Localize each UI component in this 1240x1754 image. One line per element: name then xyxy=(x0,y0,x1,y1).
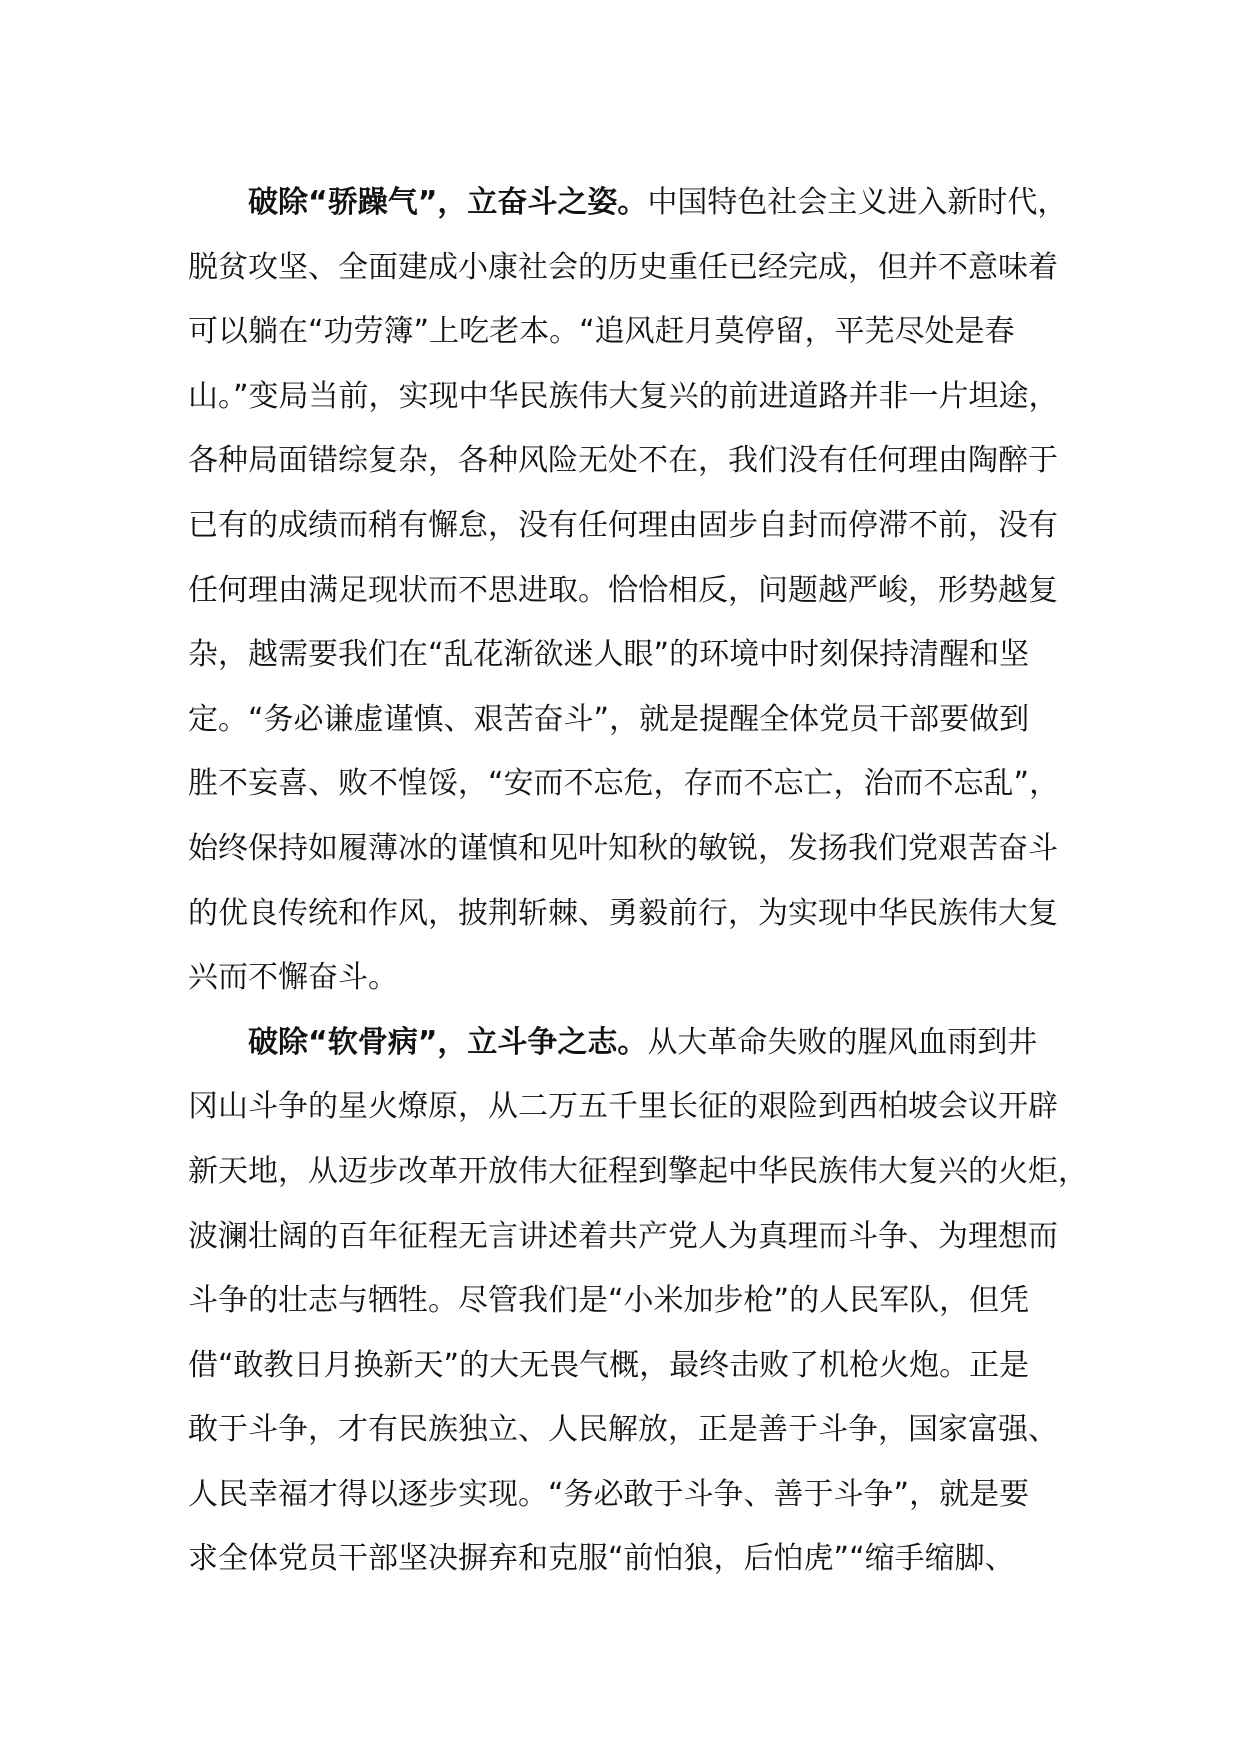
paragraph-2-line-4: 波澜壮阔的百年征程无言讲述着共产党人为真理而斗争、为理想而 xyxy=(188,1218,1058,1254)
paragraph-1-line-2: 脱贫攻坚、全面建成小康社会的历史重任已经完成，但并不意味着 xyxy=(188,249,1058,285)
paragraph-1-line-11: 始终保持如履薄冰的谨慎和见叶知秋的敏锐，发扬我们党艰苦奋斗 xyxy=(188,830,1058,866)
document-body xyxy=(188,171,1088,1592)
paragraph-1-line-12: 的优良传统和作风，披荆斩棘、勇毅前行，为实现中华民族伟大复 xyxy=(188,895,1058,931)
paragraph-1-line-4: 山。”变局当前，实现中华民族伟大复兴的前进道路并非一片坦途， xyxy=(188,378,1059,414)
paragraph-2-line-2: 冈山斗争的星火燎原，从二万五千里长征的艰险到西柏坡会议开辟 xyxy=(188,1089,1058,1125)
paragraph-2-line-8: 人民幸福才得以逐步实现。“务必敢于斗争、善于斗争”，就是要 xyxy=(188,1476,1030,1512)
paragraph-1-line-5: 各种局面错综复杂，各种风险无处不在，我们没有任何理由陶醉于 xyxy=(188,443,1058,479)
paragraph-1-line-3: 可以躺在“功劳簿”上吃老本。“追风赶月莫停留，平芜尽处是春 xyxy=(188,314,1015,350)
paragraph-1-line-13: 兴而不懈奋斗。 xyxy=(188,960,398,996)
paragraph-2-line-1 xyxy=(188,1011,1088,1076)
paragraph-1-lead: 破除“骄躁气”，立奋斗之姿。 xyxy=(248,185,648,220)
paragraph-2-text: 从大革命失败的腥风血雨到井 xyxy=(647,1024,1038,1060)
paragraph-1-text: 中国特色社会主义进入新时代， xyxy=(647,185,1068,220)
paragraph-2-line-9: 求全体党员干部坚决摒弃和克服“前怕狼，后怕虎”“缩手缩脚、 xyxy=(188,1541,1015,1577)
paragraph-1-line-10: 胜不妄喜、败不惶馁，“安而不忘危，存而不忘亡，治而不忘乱”， xyxy=(188,766,1060,802)
paragraph-2-line-6: 借“敢教日月换新天”的大无畏气概，最终击败了机枪火炮。正是 xyxy=(188,1347,1030,1383)
paragraph-2-lead: 破除“软骨病”，立斗争之志。 xyxy=(248,1024,648,1060)
paragraph-2-line-7: 敢于斗争，才有民族独立、人民解放，正是善于斗争，国家富强、 xyxy=(188,1412,1058,1448)
paragraph-2-line-5: 斗争的壮志与牺牲。尽管我们是“小米加步枪”的人民军队，但凭 xyxy=(188,1283,1030,1319)
paragraph-2-line-3: 新天地，从迈步改革开放伟大征程到擎起中华民族伟大复兴的火炬， xyxy=(188,1153,1088,1189)
paragraph-1-line-1 xyxy=(188,171,1088,236)
paragraph-1-line-8: 杂，越需要我们在“乱花渐欲迷人眼”的环境中时刻保持清醒和坚 xyxy=(188,637,1030,673)
paragraph-1-line-7: 任何理由满足现状而不思进取。恰恰相反，问题越严峻，形势越复 xyxy=(188,572,1058,608)
paragraph-1-line-6: 已有的成绩而稍有懈怠，没有任何理由固步自封而停滞不前，没有 xyxy=(188,507,1058,543)
paragraph-1-line-9: 定。“务必谦虚谨慎、艰苦奋斗”，就是提醒全体党员干部要做到 xyxy=(188,701,1030,737)
